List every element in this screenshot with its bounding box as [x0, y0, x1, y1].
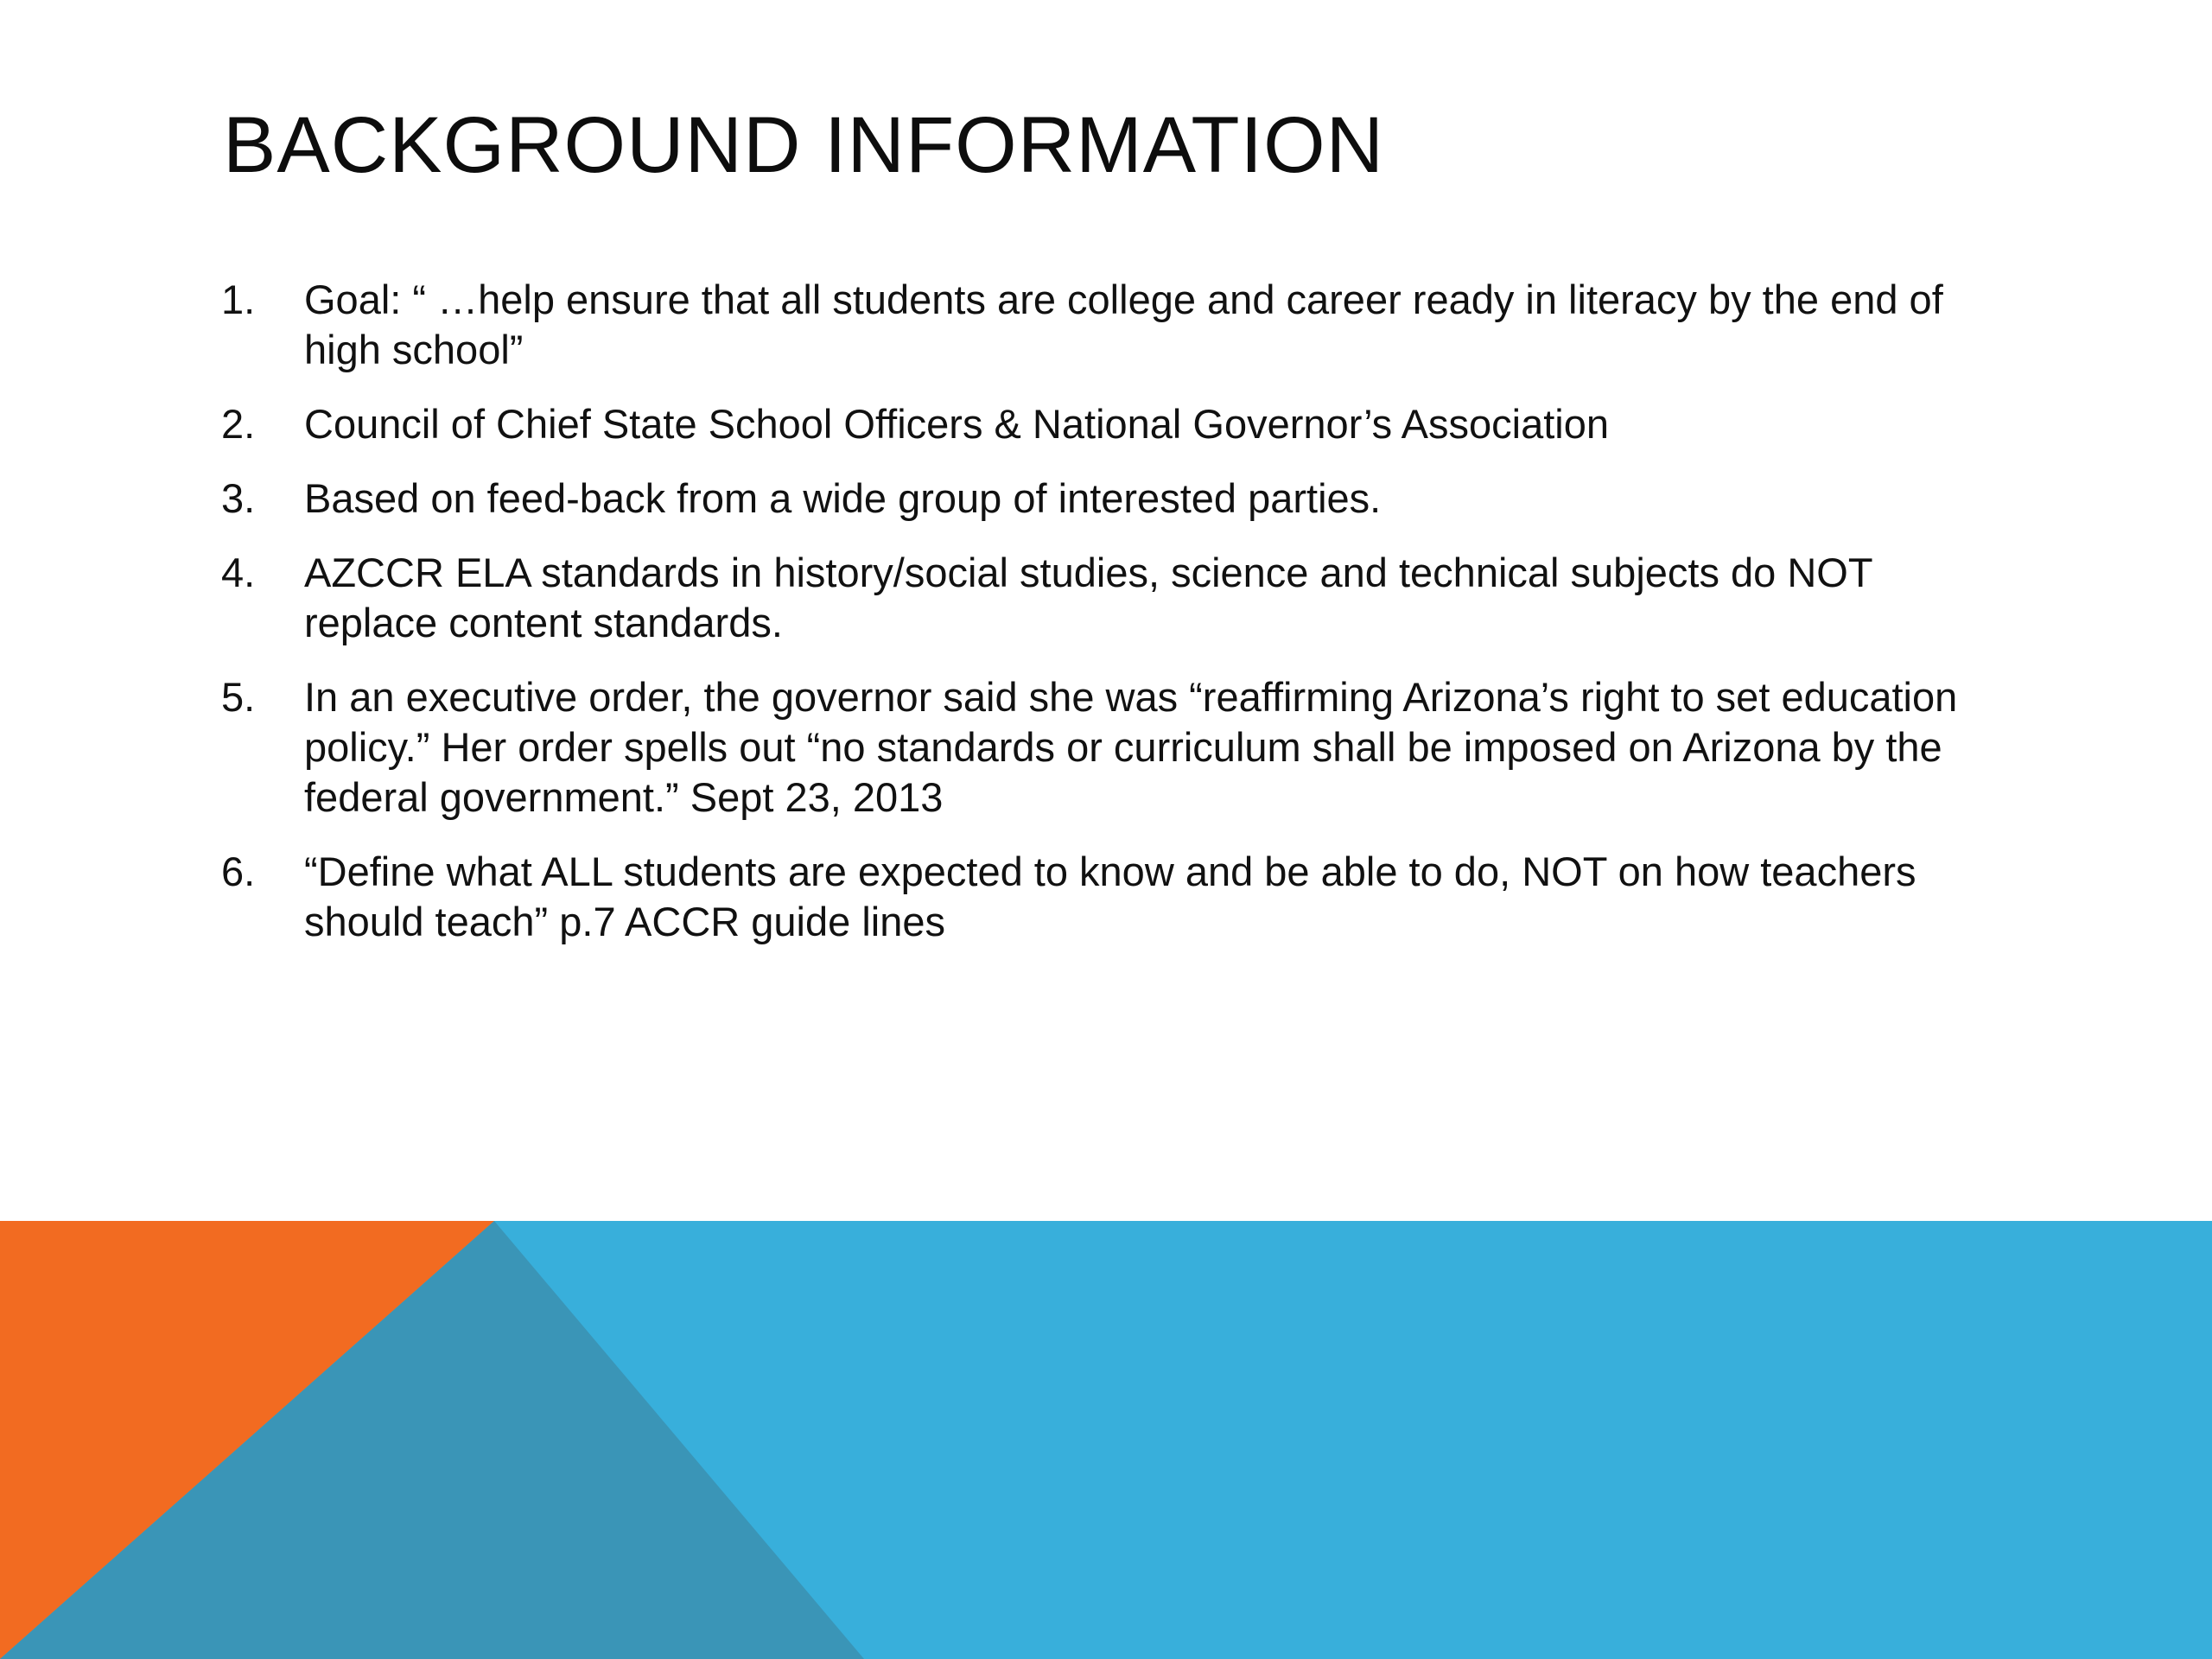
list-item	[221, 847, 1984, 947]
list-number: 6.	[221, 849, 256, 894]
list-text: Council of Chief State School Officers & National Governor’s Association	[304, 401, 1609, 447]
list-number: 5.	[221, 674, 256, 720]
list-number: 3.	[221, 475, 256, 521]
list-item	[221, 548, 1984, 648]
slide-title: BACKGROUND INFORMATION	[223, 101, 1385, 189]
list-number: 1.	[221, 276, 256, 322]
list-item	[221, 474, 1984, 524]
list-text: Goal: “ …help ensure that all students are college and career ready in literacy by the end of high school”	[304, 276, 1943, 372]
bullet-list	[221, 275, 1984, 971]
list-item	[221, 399, 1984, 449]
list-number: 2.	[221, 401, 256, 447]
list-item	[221, 275, 1984, 375]
decorative-footer-band	[0, 1221, 2212, 1659]
list-text: Based on feed-back from a wide group of interested parties.	[304, 475, 1382, 521]
list-text: AZCCR ELA standards in history/social studies, science and technical subjects do NOT replace content standards.	[304, 550, 1872, 645]
list-text: “Define what ALL students are expected to know and be able to do, NOT on how teachers should teach” p.7 ACCR guide lines	[304, 849, 1916, 944]
list-number: 4.	[221, 550, 256, 595]
list-item	[221, 672, 1984, 823]
list-text: In an executive order, the governor said she was “reaffirming Arizona’s right to set education policy.” Her order spells out “no standards or curriculum shall be imposed on Arizona by the federal government.” Sept 23, 2013	[304, 674, 1958, 820]
